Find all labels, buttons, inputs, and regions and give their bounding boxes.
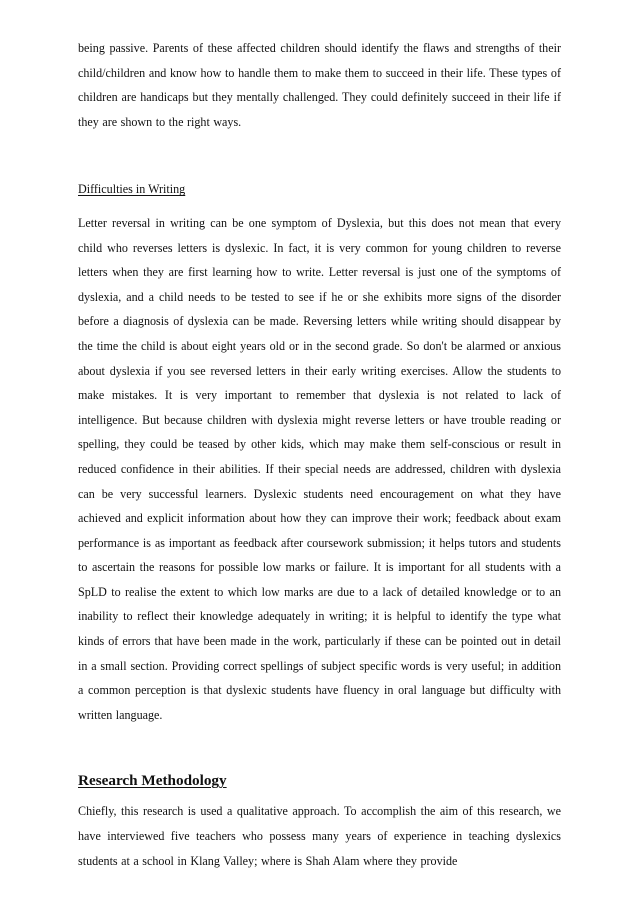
spacer bbox=[78, 727, 561, 769]
intro-paragraph: being passive. Parents of these affected children should identify the flaws and strengths of their child/children and know how to handle them to make them to succeed in their life. These types of children are handicaps but they mentally challenged. They could definitely succeed in their life if they are shown to the right ways. bbox=[78, 41, 561, 129]
section-heading-difficulties-in-writing: Difficulties in Writing bbox=[78, 182, 186, 197]
document-page bbox=[78, 36, 561, 873]
difficulties-paragraph: Letter reversal in writing can be one symptom of Dyslexia, but this does not mean that every child who reverses letters is dyslexic. In fact, it is very common for young children to reverse letters when they are first learning how to write. Letter reversal is just one of the symptoms of dyslexia, and a child needs to be tested to see if he or she exhibits more signs of the disorder before a diagnosis of dyslexia can be made. Reversing letters while writing should disappear by the time the child is about eight years old or in the second grade. So don't be alarmed or anxious about dyslexia if you see reversed letters in their early writing exercises. Allow the students to make mistakes. It is very important to remember that dyslexia is not related to lack of intelligence. But because children with dyslexia might reverse letters or have trouble reading or spelling, they could be teased by other kids, which may make them self-conscious or result in reduced confidence in their abilities. If their special needs are addressed, children with dyslexia can be very successful learners. Dyslexic students need encouragement on what they have achieved and explicit information about how they can improve their work; feedback about exam performance is as important as feedback after coursework submission; it helps tutors and students to ascertain the reasons for possible low marks or failure. It is important for all students with a SpLD to realise the extent to which low marks are due to a lack of detailed knowledge or to an inability to reflect their knowledge adequately in writing; it is helpful to identify the type what kinds of errors that have been made in the work, particularly if these can be pointed out in detail in a small section. Providing correct spellings of subject specific words is very useful; in addition a common perception is that dyslexic students have fluency in oral language but difficulty with written language. bbox=[78, 215, 561, 722]
methodology-paragraph: Chiefly, this research is used a qualitative approach. To accomplish the aim of this research, we have interviewed five teachers who possess many years of experience in teaching dyslexics students at a school in Klang Valley; where is Shah Alam where they provide bbox=[78, 804, 561, 868]
spacer bbox=[78, 202, 561, 211]
section-heading-research-methodology: Research Methodology bbox=[78, 772, 227, 790]
spacer bbox=[78, 134, 561, 177]
